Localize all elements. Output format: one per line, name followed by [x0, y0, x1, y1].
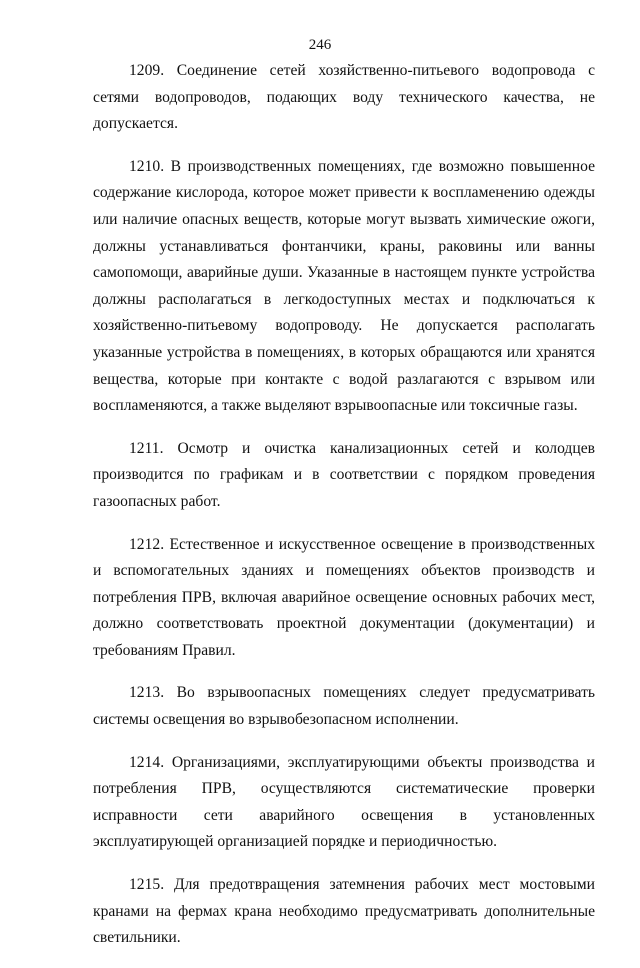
- page-number: 246: [308, 37, 332, 53]
- paragraph-1211: 1211. Осмотр и очистка канализационных сетей и колодцев производится по графикам и в соответствии с порядком проведения газоопасных работ.: [93, 439, 595, 510]
- document-body: [93, 58, 595, 968]
- paragraph-1209: 1209. Соединение сетей хозяйственно-питьевого водопровода с сетями водопроводов, подающих воду технического качества, не допускается.: [93, 62, 595, 133]
- paragraph-1214: 1214. Организациями, эксплуатирующими объекты производства и потребления ПРВ, осуществляются систематические проверки исправности сети аварийного освещения в установленных эксплуатирующей организацией порядке и периодичностью.: [93, 753, 595, 851]
- paragraph-1212: 1212. Естественное и искусственное освещение в производственных и вспомогательных зданиях и помещениях объектов производств и потребления ПРВ, включая аварийное освещение основных рабочих мест, должно соответствовать проектной документации (документации) и требованиям Правил.: [93, 535, 595, 659]
- paragraph-1215: 1215. Для предотвращения затемнения рабочих мест мостовыми кранами на фермах крана необходимо предусматривать дополнительные светильники.: [93, 876, 595, 947]
- paragraph-1213: 1213. Во взрывоопасных помещениях следует предусматривать системы освещения во взрывобезопасном исполнении.: [93, 684, 595, 729]
- paragraph-1210: 1210. В производственных помещениях, где возможно повышенное содержание кислорода, которое может привести к воспламенению одежды или наличие опасных веществ, которые могут вызвать химические ожоги, должны устанавливаться фонтанчики, краны, раковины или ванны самопомощи, аварийные души. Указанные в настоящем пункте устройства должны располагаться в легкодоступных местах и подключаться к хозяйственно-питьевому водопроводу. Не допускается располагать указанные устройства в помещениях, в которых обращаются или хранятся вещества, которые при контакте с водой разлагаются с взрывом или воспламеняются, а также выделяют взрывоопасные или токсичные газы.: [93, 157, 595, 415]
